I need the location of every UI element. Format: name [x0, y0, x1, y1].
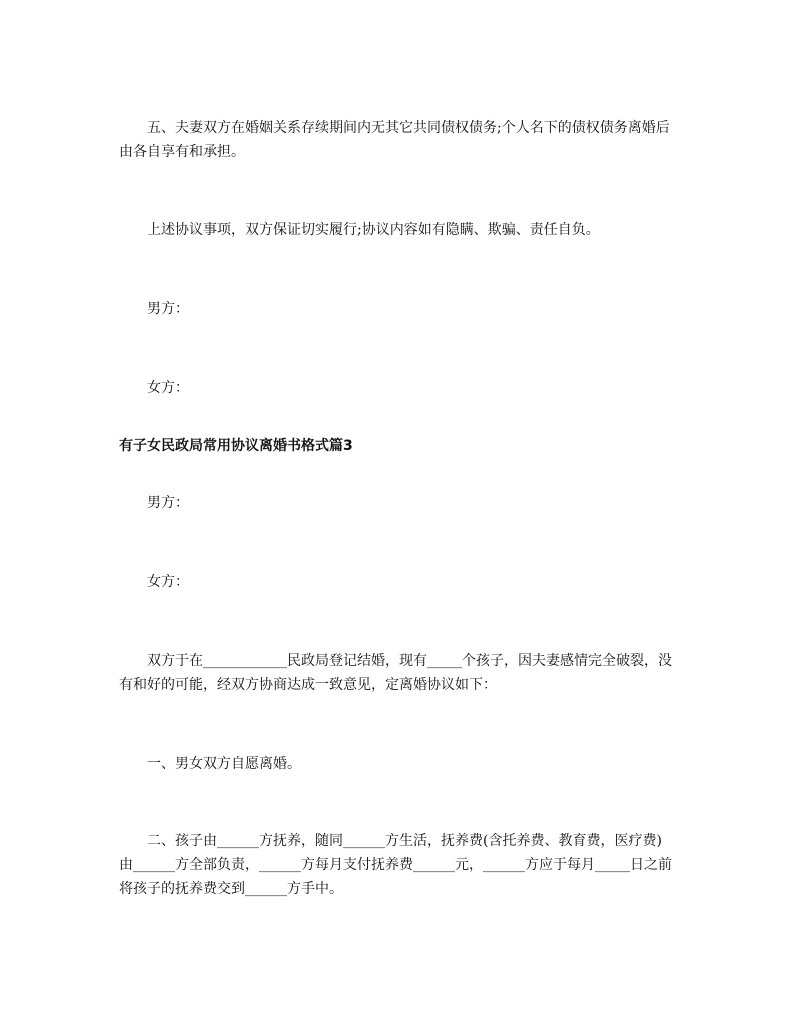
female-party-label-2: 女方： — [147, 574, 189, 590]
section-heading: 有子女民政局常用协议离婚书格式篇3 — [119, 438, 353, 454]
paragraph-guarantee: 上述协议事项，双方保证切实履行;协议内容如有隐瞒、欺骗、责任自负。 — [147, 222, 600, 238]
clause-2-child-custody: 二、孩子由______方抚养，随同______方生活，抚养费(含托养费、教育费，医疗费)由______方全部负责，______方每月支付抚养费______元，______方应于每月_____日之前将孩子的抚养费交到______方手中。 — [119, 833, 672, 897]
paragraph-marriage-registration: 双方于在____________民政局登记结婚，现有_____个孩子，因夫妻感情完全破裂，没有和好的可能，经双方协商达成一致意见，定离婚协议如下： — [119, 653, 672, 693]
male-party-label: 男方： — [147, 301, 189, 317]
female-party-label: 女方： — [147, 380, 189, 396]
male-party-label-2: 男方： — [147, 495, 189, 511]
clause-1-divorce: 一、男女双方自愿离婚。 — [147, 756, 301, 772]
paragraph-debts: 五、夫妻双方在婚姻关系存续期间内无其它共同债权债务;个人名下的债权债务离婚后由各自享有和承担。 — [119, 120, 670, 160]
